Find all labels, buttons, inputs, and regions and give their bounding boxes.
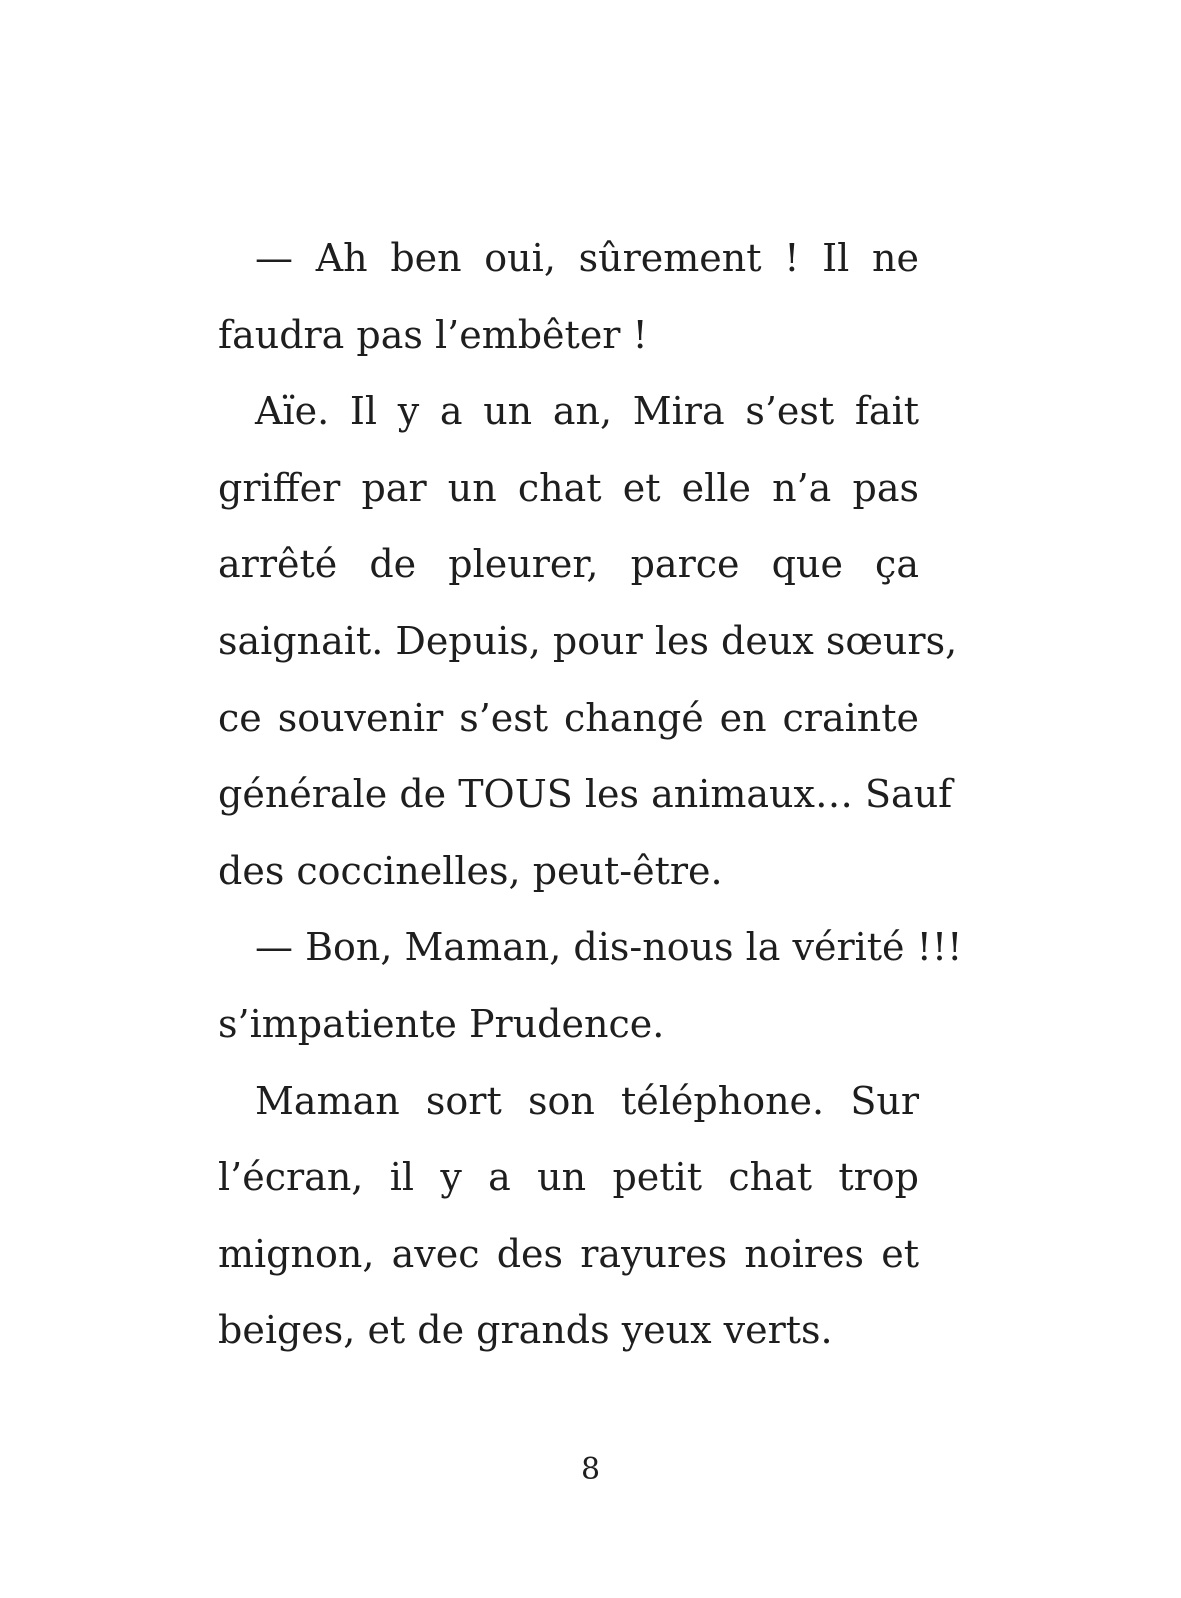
text-line: s’impatiente Prudence.: [218, 1001, 665, 1046]
text-line: saignait. Depuis, pour les deux sœurs,: [218, 618, 958, 663]
text-line: Maman sort son téléphone. Sur: [255, 1078, 919, 1123]
paragraph-3: [218, 912, 963, 1065]
text-line: générale de TOUS les animaux… Sauf: [218, 772, 953, 817]
body-text: [218, 223, 963, 1372]
text-line: arrêté de pleurer, parce que ça: [218, 542, 919, 587]
text-line: des coccinelles, peut-être.: [218, 848, 723, 893]
text-line: — Ah ben oui, sûrement ! Il ne: [255, 236, 919, 280]
paragraph-2: [218, 376, 958, 912]
text-line: faudra pas l’embêter !: [218, 312, 648, 357]
text-line: l’écran, il y a un petit chat trop: [218, 1155, 919, 1200]
text-line: beiges, et de grands yeux verts.: [218, 1308, 833, 1353]
paragraph-1: [218, 223, 919, 376]
text-line: ce souvenir s’est changé en crainte: [218, 695, 919, 740]
text-line: — Bon, Maman, dis-nous la vérité !!!: [255, 925, 963, 970]
paragraph-4: [218, 1066, 919, 1372]
text-line: Aïe. Il y a un an, Mira s’est fait: [255, 389, 919, 434]
text-line: mignon, avec des rayures noires et: [218, 1231, 919, 1276]
page-number: 8: [580, 1452, 601, 1487]
text-line: griffer par un chat et elle n’a pas: [218, 465, 919, 510]
